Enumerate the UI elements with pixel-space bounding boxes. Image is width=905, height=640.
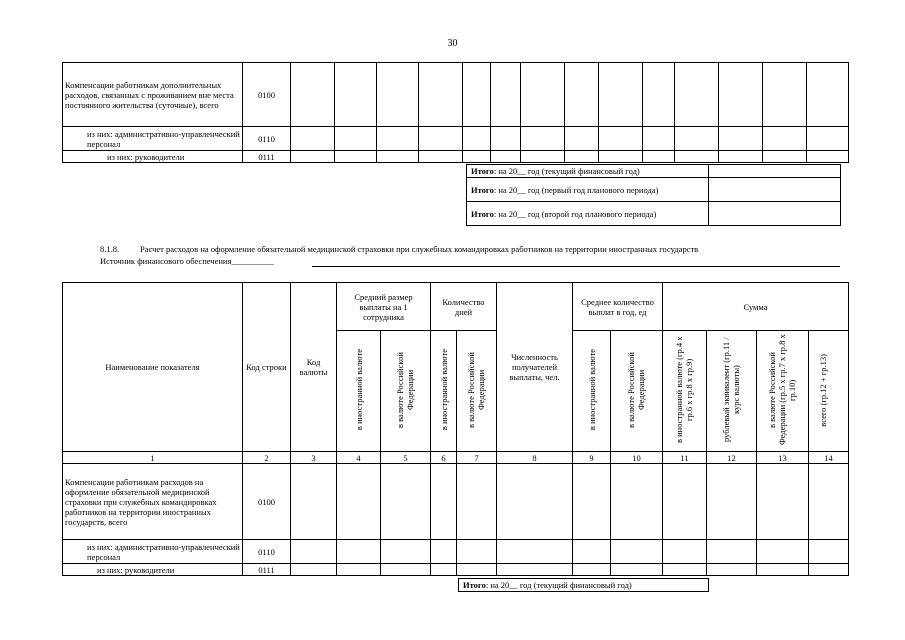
table-row xyxy=(63,540,849,564)
page-number: 30 xyxy=(447,38,458,49)
total-label: Итого xyxy=(471,184,494,195)
header-vertical: в валюте Российской Федерации xyxy=(465,352,486,428)
row-code: 0110 xyxy=(243,540,291,564)
col-number: 5 xyxy=(381,452,431,464)
header-vertical: рублевый эквивалент (гр.11 / курс валюты) xyxy=(720,337,741,443)
col-number: 7 xyxy=(457,452,497,464)
row-name: Компенсации работникам расходов на оформление обязательной медицинской страховки при служебных командировках работников на территории иностранных государств, всего xyxy=(63,464,243,540)
table-row xyxy=(63,464,849,540)
daily-allowance-table xyxy=(62,62,849,163)
col-number: 11 xyxy=(663,452,707,464)
col-number: 1 xyxy=(63,452,243,464)
header-code: Код строки xyxy=(243,283,291,452)
col-number: 12 xyxy=(707,452,757,464)
header-avg-count: Среднее количество выплат в год, ед xyxy=(573,283,663,331)
col-number: 13 xyxy=(757,452,809,464)
col-number: 3 xyxy=(291,452,337,464)
row-name: из них: руководители xyxy=(63,151,243,163)
header-name: Наименование показателя xyxy=(63,283,243,452)
section-heading xyxy=(100,244,698,254)
table-row xyxy=(63,127,849,151)
total-text: : на 20__ год (первый год планового периода) xyxy=(493,184,659,195)
row-code: 0110 xyxy=(243,127,291,151)
column-numbers-row xyxy=(63,452,849,464)
table1-totals xyxy=(466,164,841,226)
total-text: : на 20__ год (второй год планового периода) xyxy=(493,208,657,219)
col-number: 2 xyxy=(243,452,291,464)
header-vertical: в валюте Российской Федерации xyxy=(625,352,646,428)
total-row xyxy=(467,178,841,202)
header-vertical: в иностранной валюте xyxy=(353,349,364,431)
row-code: 0111 xyxy=(243,564,291,576)
col-number: 10 xyxy=(611,452,663,464)
header-currency-code: Код валюты xyxy=(291,283,337,452)
header-avg-payment: Средний размер выплаты на 1 сотрудника xyxy=(337,283,431,331)
header-vertical: в валюте Российской Федерации xyxy=(394,352,415,428)
table-row xyxy=(63,151,849,163)
header-vertical: всего (гр.12 + гр.13) xyxy=(817,353,828,427)
table-row xyxy=(63,564,849,576)
row-code: 0100 xyxy=(243,464,291,540)
total-text: : на 20__ год (текущий финансовый год) xyxy=(493,166,640,176)
header-recipients: Численность получателей выплаты, чел. xyxy=(497,283,573,452)
total-row xyxy=(459,579,709,592)
header-vertical: в иностранной валюте (гр.4 х гр.6 х гр.8 х гр.9) xyxy=(673,336,694,444)
total-row xyxy=(467,202,841,226)
col-number: 9 xyxy=(573,452,611,464)
row-name: из них: административно-управленческий персонал xyxy=(63,540,243,564)
table2-totals xyxy=(458,578,709,592)
funding-source-line xyxy=(312,266,840,267)
col-number: 4 xyxy=(337,452,381,464)
col-number: 8 xyxy=(497,452,573,464)
header-vertical: в валюте Российской Федерации (гр.5 х гр.7 х гр.8 х гр.10) xyxy=(766,334,797,446)
total-label: Итого xyxy=(471,166,494,176)
total-row xyxy=(467,165,841,178)
col-number: 14 xyxy=(809,452,849,464)
section-number: 8.1.8. xyxy=(100,244,120,254)
row-code: 0111 xyxy=(243,151,291,163)
total-label: Итого xyxy=(471,208,494,219)
total-label: Итого xyxy=(463,580,486,590)
header-vertical: в иностранной валюте xyxy=(586,349,597,431)
col-number: 6 xyxy=(431,452,457,464)
insurance-table xyxy=(62,282,849,576)
row-name: Компенсации работникам дополнительных расходов, связанных с проживанием вне места постоянного жительства (суточные), всего xyxy=(63,63,243,127)
row-name: из них: руководители xyxy=(63,564,243,576)
header-days: Количество дней xyxy=(431,283,497,331)
header-sum: Сумма xyxy=(663,283,849,331)
funding-source-label: Источник финансового обеспечения__________ xyxy=(100,256,274,266)
section-title: Расчет расходов на оформление обязательной медицинской страховки при служебных командировках работников на территории иностранных государств xyxy=(140,244,699,254)
header-vertical: в иностранной валюте xyxy=(438,349,449,431)
row-code: 0100 xyxy=(243,63,291,127)
total-text: : на 20__ год (текущий финансовый год) xyxy=(485,580,632,590)
table-row xyxy=(63,63,849,127)
row-name: из них: административно-управленческий персонал xyxy=(63,127,243,151)
